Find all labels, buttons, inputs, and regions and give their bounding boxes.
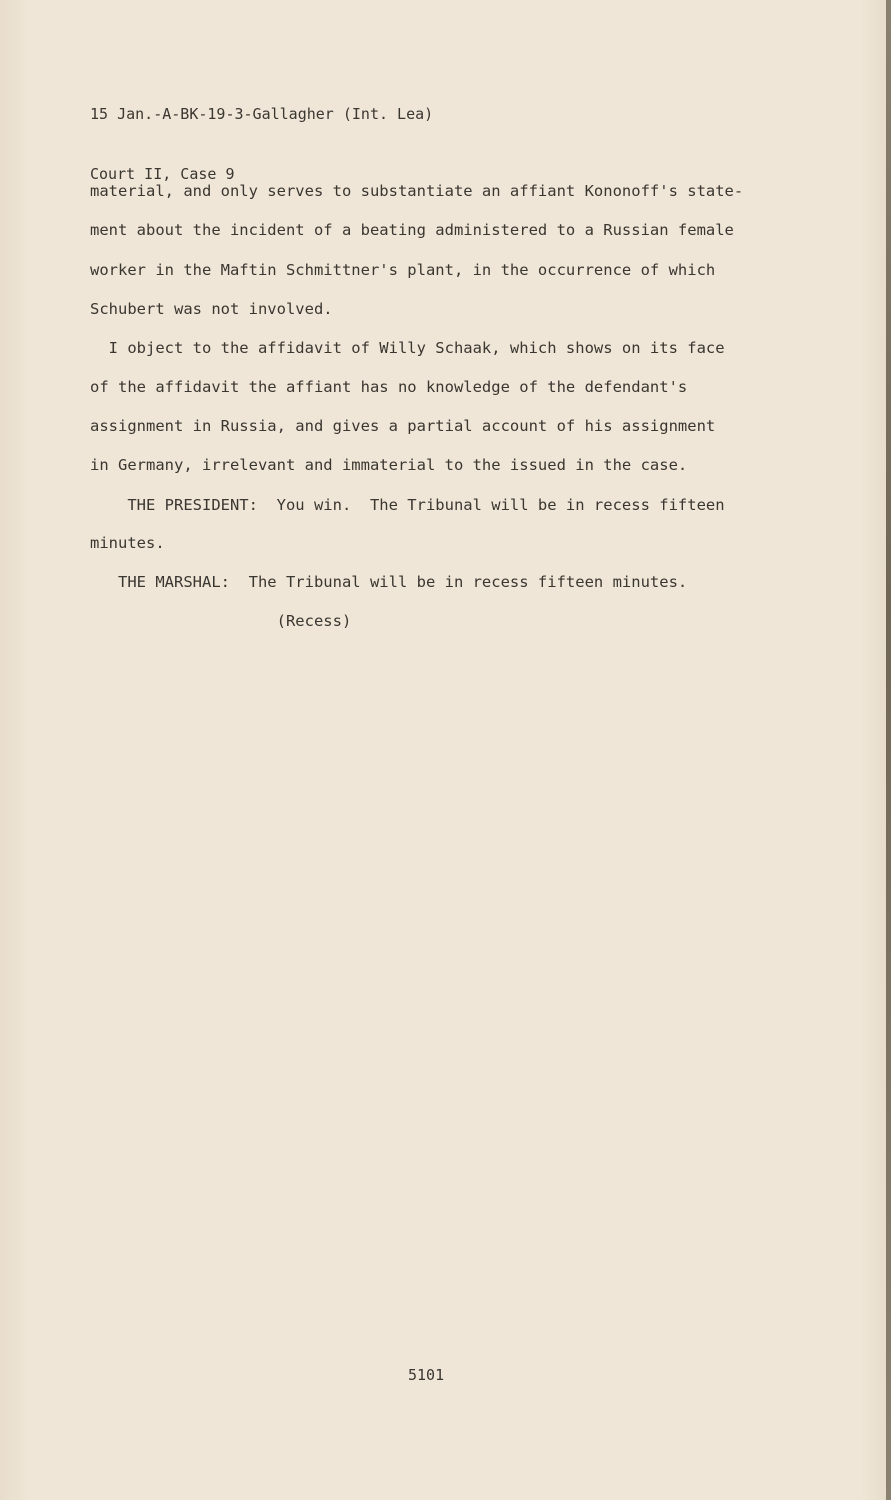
body-line-7: assignment in Russia, and gives a partial account of his assignment [90, 417, 716, 435]
body-line-10: minutes. [90, 534, 165, 552]
page-edge-shadow [886, 0, 891, 1500]
body-line-1: material, and only serves to substantiate an affiant Kononoff's state- [90, 182, 744, 200]
body-line-12: (Recess) [90, 612, 352, 630]
body-line-8: in Germany, irrelevant and immaterial to the issued in the case. [90, 456, 688, 474]
body-line-5: I object to the affidavit of Willy Schaak, which shows on its face [90, 339, 725, 357]
body-line-3: worker in the Maftin Schmittner's plant, in the occurrence of which [90, 261, 716, 279]
body-line-9: THE PRESIDENT: You win. The Tribunal will be in recess fifteen [90, 496, 725, 514]
body-line-2: ment about the incident of a beating administered to a Russian female [90, 221, 734, 239]
body-line-11: THE MARSHAL: The Tribunal will be in recess fifteen minutes. [90, 573, 688, 591]
header-line-1: 15 Jan.-A-BK-19-3-Gallagher (Int. Lea) [90, 105, 434, 123]
body-line-6: of the affidavit the affiant has no knowledge of the defendant's [90, 378, 688, 396]
body-line-4: Schubert was not involved. [90, 300, 333, 318]
page-number: 5101 [408, 1366, 445, 1384]
header-line-2: Court II, Case 9 [90, 165, 235, 183]
